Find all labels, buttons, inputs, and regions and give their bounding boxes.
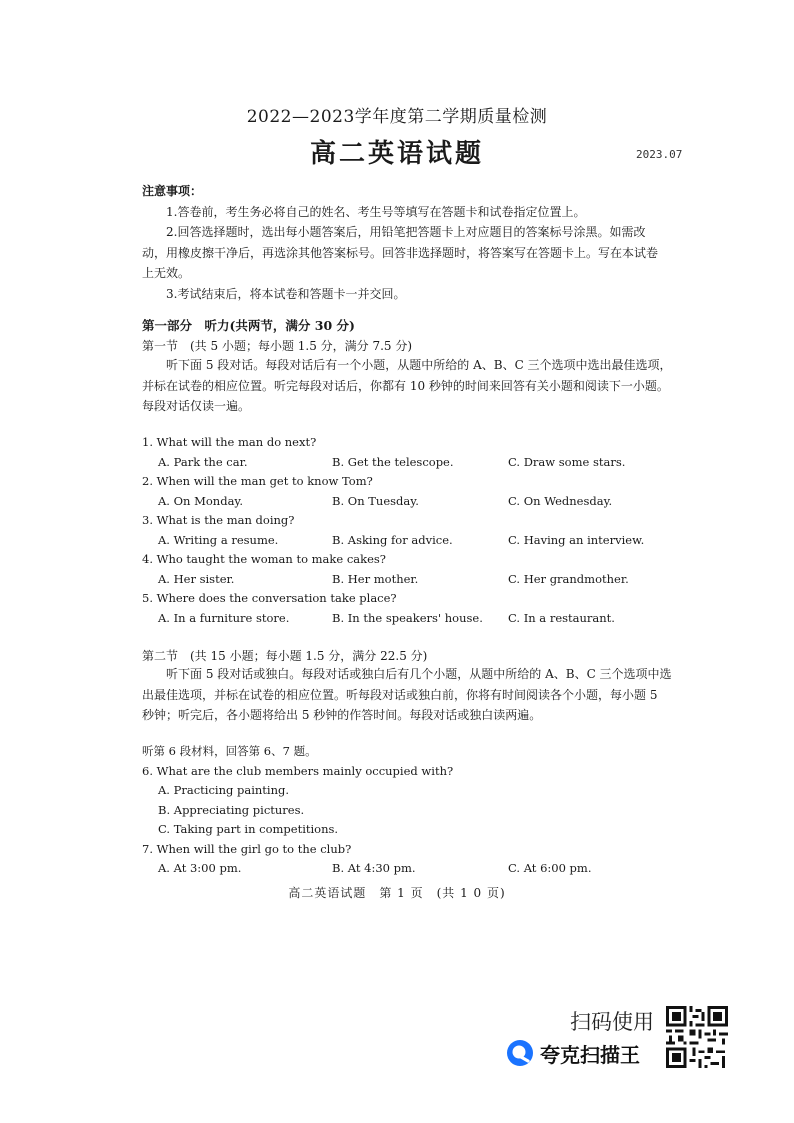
material-intro: 听第 6 段材料，回答第 6、7 题。 — [142, 744, 317, 758]
option-row — [142, 859, 672, 879]
question-stem: 6. What are the club members mainly occupied with? — [142, 763, 454, 778]
option-b: B. On Tuesday. — [332, 493, 419, 508]
notice-item: 2.回答选择题时，选出每小题答案后，用铅笔把答题卡上对应题目的答案标号涂黑。如需改动，用橡皮擦干净后，再选涂其他答案标号。回答非选择题时，将答案写在答题卡上。写在本试卷上无效。 — [142, 225, 659, 280]
option-a: A. At 3:00 pm. — [158, 861, 242, 875]
question-stem: 4. Who taught the woman to make cakes? — [142, 552, 386, 566]
option-b: B. Her mother. — [332, 571, 419, 586]
option-b: B. At 4:30 pm. — [332, 861, 416, 875]
option-b: B. Asking for advice. — [332, 532, 453, 547]
section1-title: 第一节 (共 5 小题；每小题 1.5 分，满分 7.5 分) — [142, 339, 413, 353]
exam-date: 2023.07 — [636, 148, 683, 161]
option-c: C. Having an interview. — [508, 532, 645, 547]
option-b: B. Get the telescope. — [332, 454, 454, 469]
section2-title: 第二节 (共 15 小题；每小题 1.5 分，满分 22.5 分) — [142, 649, 428, 663]
option-row — [142, 570, 672, 590]
option-c: C. Her grandmother. — [508, 571, 629, 586]
notice-heading: 注意事项： — [142, 184, 203, 198]
option-a: A. On Monday. — [158, 493, 244, 508]
question-stem: 3. What is the man doing? — [142, 513, 295, 527]
option-c: C. On Wednesday. — [508, 493, 613, 508]
option-b: B. In the speakers' house. — [332, 610, 483, 625]
notice-item: 3.考试结束后，将本试卷和答题卡一并交回。 — [166, 286, 406, 301]
option-row — [142, 609, 672, 629]
exam-main-title: 高二英语试题 — [309, 139, 484, 169]
quark-logo-icon — [506, 1039, 534, 1067]
section2-questions — [142, 742, 672, 879]
scanner-watermark — [500, 1002, 740, 1072]
option-row — [142, 492, 672, 512]
scan-use-label: 扫码使用 — [570, 1010, 654, 1034]
section1-instructions: 听下面 5 段对话。每段对话后有一个小题，从题中所给的 A、B、C 三个选项中选出最佳选项，并标在试卷的相应位置。听完每段对话后，你都有 10 秒钟的时间来回答有关小题和阅读下一小题。每段对话仅读一遍。 — [142, 358, 672, 413]
option-row — [142, 453, 672, 473]
option-c: C. In a restaurant. — [508, 610, 615, 625]
question-stem: 1. What will the man do next? — [142, 435, 317, 449]
question-stem: 5. Where does the conversation take place? — [142, 591, 397, 605]
app-name: 夸克扫描王 — [540, 1043, 640, 1067]
option-a: A. In a furniture store. — [158, 610, 290, 625]
option-c: C. Draw some stars. — [508, 454, 626, 469]
question-stem: 2. When will the man get to know Tom? — [142, 474, 373, 488]
option-a: A. Park the car. — [158, 454, 248, 469]
qr-code-icon[interactable] — [666, 1006, 728, 1068]
option-a: A. Her sister. — [158, 571, 235, 586]
exam-year-title: 2022—2023学年度第二学期质量检测 — [246, 107, 548, 127]
option-a: A. Practicing painting. — [158, 783, 290, 797]
question-stem: 7. When will the girl go to the club? — [142, 841, 352, 856]
part1-title: 第一部分 听力(共两节，满分 30 分) — [142, 318, 355, 333]
notice-item: 1.答卷前，考生务必将自己的姓名、考生号等填写在答题卡和试卷指定位置上。 — [166, 204, 586, 219]
option-c: C. Taking part in competitions. — [158, 822, 339, 836]
page-footer: 高二英语试题 第 1 页 (共 1 0 页) — [288, 886, 506, 900]
option-b: B. Appreciating pictures. — [158, 802, 305, 817]
section1-questions — [142, 433, 672, 628]
option-a: A. Writing a resume. — [158, 532, 279, 547]
section2-instructions: 听下面 5 段对话或独白。每段对话或独白后有几个小题，从题中所给的 A、B、C 三个选项中选出最佳选项，并标在试卷的相应位置。听每段对话或独白前，你将有时间阅读各个小题，每小题 5 秒钟；听完后，各小题将给出 5 秒钟的作答时间。每段对话或独白读两遍。 — [142, 667, 672, 722]
option-row — [142, 531, 672, 551]
notice-section — [142, 181, 662, 304]
option-c: C. At 6:00 pm. — [508, 861, 592, 875]
